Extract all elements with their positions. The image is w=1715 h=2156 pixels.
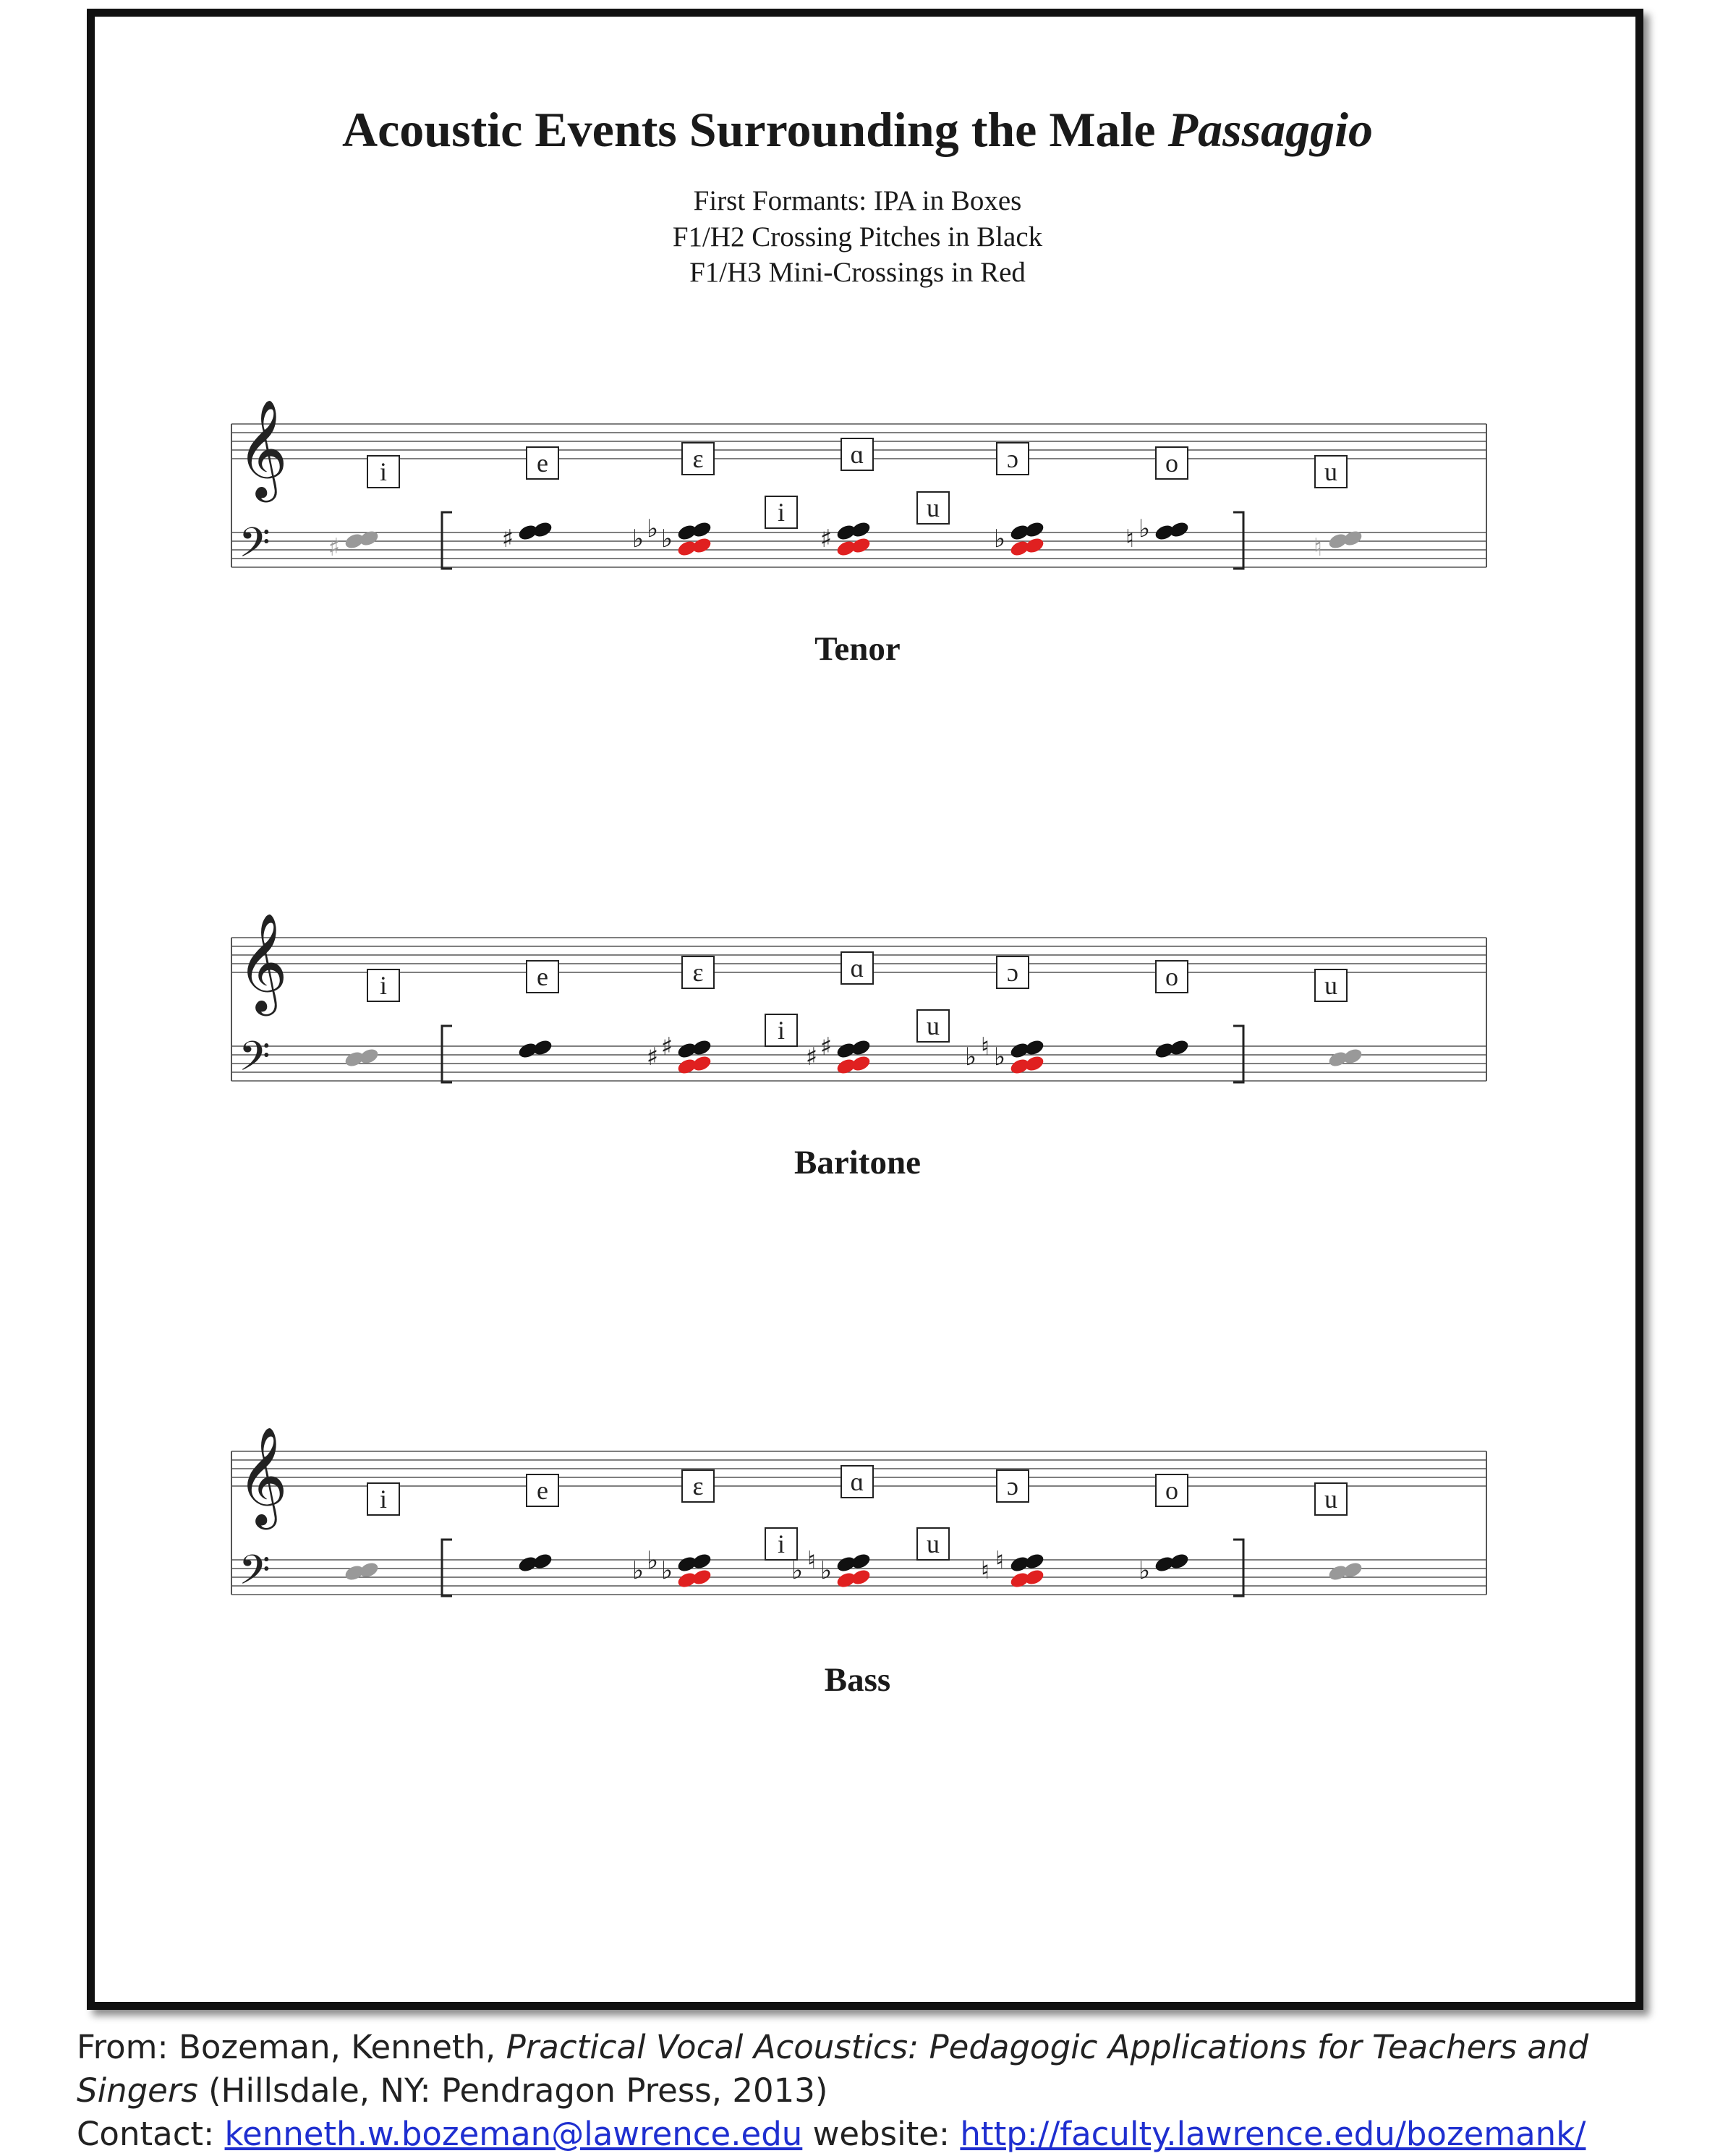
vowel-symbol: ɑ: [850, 954, 864, 982]
accidental: ♯: [328, 533, 341, 562]
vowel-box: [527, 447, 558, 479]
vowel-symbol: i: [379, 1485, 388, 1514]
note-head: [1024, 1552, 1046, 1571]
vowel-symbol: ɔ: [1007, 1472, 1018, 1501]
note-head: [850, 1038, 872, 1057]
red-note-head: [691, 1568, 713, 1587]
vowel-symbol: u: [927, 1529, 940, 1558]
note-head: [691, 1552, 713, 1571]
note-head: [532, 1038, 554, 1057]
treble-clef-icon: 𝄞: [237, 912, 288, 1011]
bass-clef-icon: 𝄢: [239, 1033, 271, 1090]
vowel-symbol: u: [927, 493, 940, 522]
vowel-symbol: o: [1165, 449, 1178, 478]
inner-vowel-box: [917, 1010, 949, 1042]
note-head: [1168, 1552, 1191, 1571]
inner-vowel-box: [765, 1528, 797, 1560]
note-head: [691, 520, 713, 539]
accidental: ♯: [820, 1032, 833, 1061]
vowel-symbol: ɑ: [850, 440, 864, 469]
note-head: [1168, 520, 1191, 539]
treble-clef-icon: 𝄞: [237, 1425, 288, 1525]
inner-vowel-box: [765, 496, 797, 528]
accidental: ♮: [980, 1032, 990, 1061]
accidental: ♭: [993, 525, 1006, 553]
subtitle-f1h3: F1/H3 Mini-Crossings in Red: [689, 257, 1026, 288]
note-head: [358, 1561, 380, 1579]
vowel-box: [841, 438, 873, 470]
vowel-symbol: i: [777, 1529, 786, 1558]
accidental: ♭: [791, 1556, 804, 1585]
vowel-symbol: i: [379, 971, 388, 1000]
red-note-head: [850, 1568, 872, 1587]
accidental: ♭: [964, 1043, 977, 1071]
vowel-box: [682, 956, 714, 988]
vowel-symbol: u: [927, 1011, 940, 1040]
vowel-symbol: e: [537, 1476, 548, 1505]
accidental: ♭: [646, 514, 659, 543]
vowel-symbol: i: [777, 498, 786, 527]
vowel-symbol: ɛ: [692, 444, 704, 473]
red-note-head: [1024, 536, 1046, 555]
accidental: ♮: [1125, 525, 1135, 553]
vowel-symbol: o: [1165, 1476, 1178, 1505]
accidental: ♯: [660, 1032, 673, 1061]
red-note-head: [691, 1054, 713, 1073]
note-head: [1342, 1561, 1364, 1579]
accidental: ♯: [820, 525, 833, 553]
note-head: [691, 1038, 713, 1057]
vowel-box: [1156, 1474, 1188, 1506]
vowel-symbol: ɔ: [1007, 444, 1018, 473]
vowel-box: [1156, 447, 1188, 479]
note-head: [1024, 520, 1046, 539]
accidental: ♯: [646, 1043, 659, 1071]
vowel-symbol: ɑ: [850, 1467, 864, 1496]
inner-vowel-box: [917, 1528, 949, 1560]
vowel-box: [997, 1470, 1029, 1502]
vowel-symbol: ɛ: [692, 1472, 704, 1501]
red-note-head: [1024, 1054, 1046, 1073]
accidental: ♯: [805, 1043, 818, 1071]
vowel-box: [527, 1474, 558, 1506]
staff-label-tenor: Tenor: [814, 630, 901, 668]
note-head: [1168, 1038, 1191, 1057]
vowel-symbol: i: [379, 457, 388, 486]
accidental: ♭: [993, 1043, 1006, 1071]
accidental: ♭: [660, 1556, 673, 1585]
note-head: [850, 1552, 872, 1571]
page-title: Acoustic Events Surrounding the Male Passaggio: [342, 102, 1373, 157]
vowel-box: [1156, 961, 1188, 993]
bass-clef-icon: 𝄢: [239, 1547, 271, 1604]
note-head: [1342, 1047, 1364, 1066]
right-bracket: [1233, 512, 1243, 569]
inner-vowel-box: [917, 492, 949, 524]
subtitle-f1h2: F1/H2 Crossing Pitches in Black: [672, 221, 1043, 252]
accidental: ♮: [980, 1556, 990, 1585]
treble-clef-icon: 𝄞: [237, 398, 288, 498]
left-bracket: [442, 512, 452, 569]
accidental: ♭: [820, 1556, 833, 1585]
vowel-box: [527, 961, 558, 993]
red-note-head: [1024, 1568, 1046, 1587]
accidental: ♭: [631, 1556, 644, 1585]
vowel-symbol: u: [1324, 1485, 1337, 1514]
vowel-symbol: e: [537, 449, 548, 478]
vowel-box: [1315, 1483, 1347, 1515]
inner-vowel-box: [765, 1014, 797, 1046]
accidental: ♮: [995, 1546, 1005, 1575]
vowel-box: [367, 1483, 399, 1515]
right-bracket: [1233, 1026, 1243, 1082]
vowel-symbol: ɔ: [1007, 958, 1018, 987]
accidental: ♭: [646, 1546, 659, 1575]
staff-tenor: [217, 398, 1505, 622]
vowel-box: [1315, 456, 1347, 488]
accidental: ♭: [660, 525, 673, 553]
vowel-box: [841, 1466, 873, 1498]
note-head: [850, 520, 872, 539]
staff-baritone: [217, 912, 1505, 1136]
note-head: [1342, 529, 1364, 548]
note-head: [1024, 1038, 1046, 1057]
bass-clef-icon: 𝄢: [239, 519, 271, 577]
citation-footer: [77, 2026, 1697, 2156]
vowel-box: [682, 1470, 714, 1502]
staff-label-baritone: Baritone: [794, 1144, 921, 1181]
note-head: [532, 1552, 554, 1571]
vowel-box: [997, 443, 1029, 475]
vowel-symbol: i: [777, 1016, 786, 1045]
vowel-symbol: u: [1324, 971, 1337, 1000]
vowel-symbol: u: [1324, 457, 1337, 486]
accidental: ♭: [1138, 514, 1151, 543]
vowel-box: [367, 969, 399, 1001]
note-head: [532, 520, 554, 539]
citation-line: From: Bozeman, Kenneth, Practical Vocal Acoustics: Pedagogic Applications for Teachers and Singers (Hillsdale, NY: Pendragon Press, 2013): [77, 2028, 1589, 2110]
vowel-box: [1315, 969, 1347, 1001]
subtitle-formants: First Formants: IPA in Boxes: [693, 185, 1022, 216]
red-note-head: [691, 536, 713, 555]
staff-bass: [217, 1425, 1505, 1650]
website-link[interactable]: http://faculty.lawrence.edu/bozemank/: [960, 2115, 1586, 2153]
vowel-symbol: e: [537, 962, 548, 991]
vowel-box: [841, 952, 873, 984]
vowel-symbol: o: [1165, 962, 1178, 991]
contact-line: Contact: kenneth.w.bozeman@lawrence.edu website: http://faculty.lawrence.edu/bozemank/: [77, 2115, 1586, 2153]
note-head: [358, 1047, 380, 1066]
vowel-symbol: ɛ: [692, 958, 704, 987]
right-bracket: [1233, 1540, 1243, 1596]
left-bracket: [442, 1026, 452, 1082]
accidental: ♭: [631, 525, 644, 553]
red-note-head: [850, 536, 872, 555]
note-head: [358, 529, 380, 548]
accidental: ♯: [501, 525, 514, 553]
vowel-box: [682, 443, 714, 475]
staff-label-bass: Bass: [824, 1661, 891, 1699]
left-bracket: [442, 1540, 452, 1596]
vowel-box: [997, 956, 1029, 988]
accidental: ♮: [807, 1546, 817, 1575]
accidental: ♭: [1138, 1556, 1151, 1585]
red-note-head: [850, 1054, 872, 1073]
email-link[interactable]: kenneth.w.bozeman@lawrence.edu: [224, 2115, 803, 2153]
vowel-box: [367, 456, 399, 488]
accidental: ♮: [1313, 533, 1323, 562]
